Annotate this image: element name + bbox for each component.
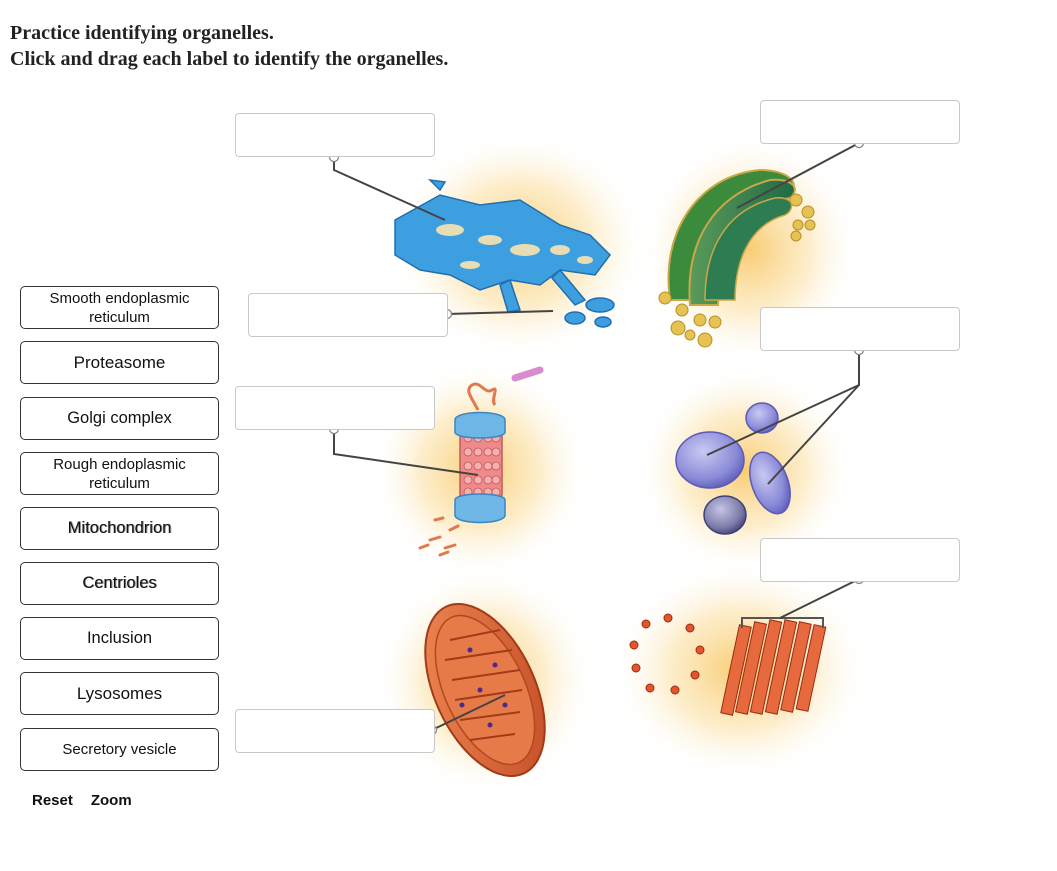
label-text: Smooth endoplasmic reticulum <box>49 289 190 326</box>
label-secretory-vesicle[interactable] <box>20 728 219 771</box>
drop-target-er[interactable] <box>235 113 435 157</box>
drop-target-golgi[interactable] <box>760 100 960 144</box>
label-text: Golgi complex <box>67 409 172 427</box>
label-text: Mitochondrion <box>67 519 172 537</box>
label-mitochondrion[interactable] <box>20 507 219 550</box>
label-text: Inclusion <box>86 629 153 647</box>
drop-target-centrioles[interactable] <box>760 538 960 582</box>
label-lysosomes[interactable] <box>20 672 219 715</box>
instruction-line-1: Practice identifying organelles. <box>10 22 274 44</box>
label-smooth-er[interactable] <box>20 286 219 329</box>
label-text: Lysosomes <box>76 683 163 703</box>
reset-button[interactable]: Reset <box>32 792 73 809</box>
controls <box>32 792 132 809</box>
label-rough-er[interactable] <box>20 452 219 495</box>
drop-target-mitochondrion[interactable] <box>235 709 435 753</box>
drop-target-proteasome[interactable] <box>235 386 435 430</box>
drop-target-er-lower[interactable] <box>248 293 448 337</box>
label-text: Centrioles <box>82 574 157 592</box>
label-proteasome[interactable] <box>20 341 219 384</box>
label-text: Secretory vesicle <box>62 741 177 758</box>
label-text: Proteasome <box>73 352 166 372</box>
label-inclusion[interactable] <box>20 617 219 660</box>
instruction-line-2: Click and drag each label to identify the organelles. <box>10 48 449 70</box>
label-golgi-complex[interactable] <box>20 397 219 440</box>
label-centrioles[interactable] <box>20 562 219 605</box>
label-text: Rough endoplasmic reticulum <box>53 455 186 492</box>
zoom-button[interactable]: Zoom <box>90 792 132 809</box>
drop-target-lysosomes[interactable] <box>760 307 960 351</box>
